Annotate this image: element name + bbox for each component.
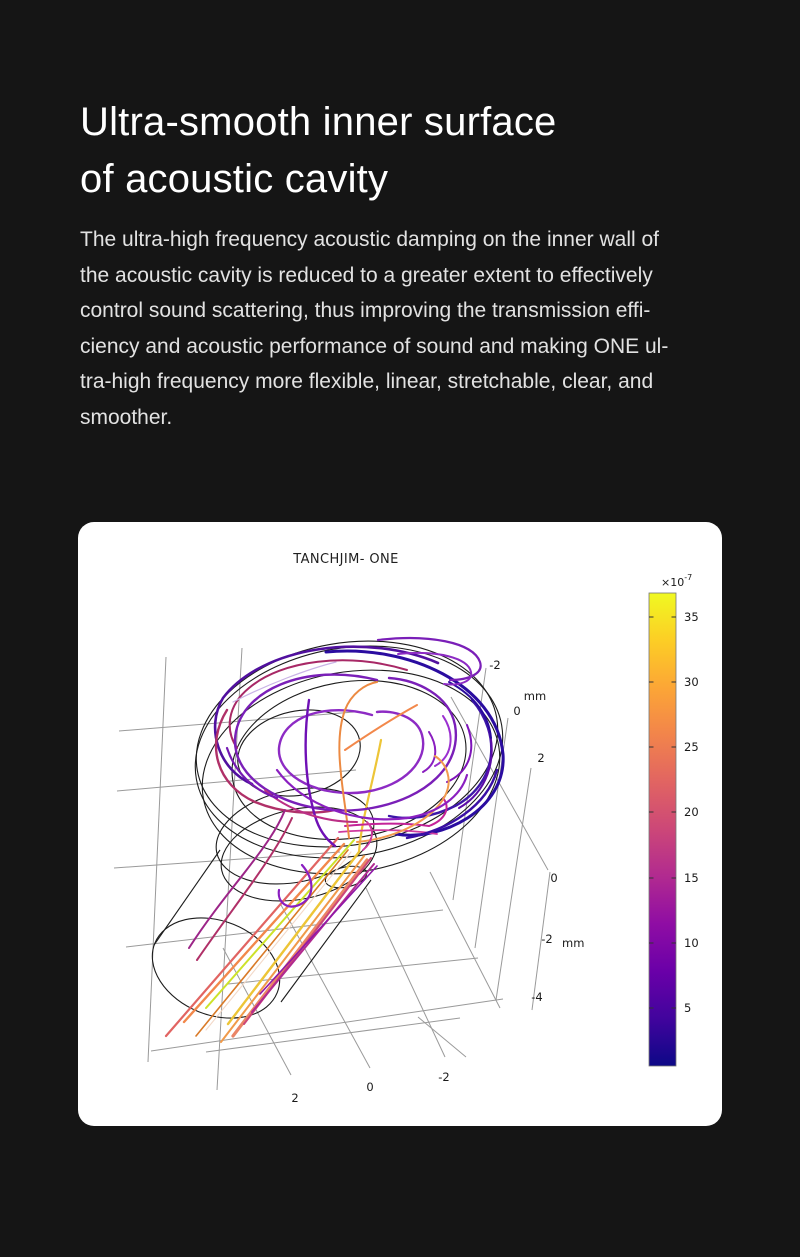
y-axis-tick: 2 xyxy=(537,751,545,765)
svg-text:35: 35 xyxy=(684,610,699,624)
z-axis-unit: mm xyxy=(562,936,585,950)
body-text-line: smoother. xyxy=(80,405,173,429)
z-axis-tick: -2 xyxy=(541,932,553,946)
x-axis-tick: -2 xyxy=(438,1070,450,1084)
figure-title: TANCHJIM- ONE xyxy=(293,552,399,567)
svg-text:15: 15 xyxy=(684,871,699,885)
z-axis-tick: -4 xyxy=(531,990,543,1004)
svg-text:20: 20 xyxy=(684,805,699,819)
svg-text:10: 10 xyxy=(684,936,699,950)
svg-text:5: 5 xyxy=(684,1001,692,1015)
x-axis-tick: 2 xyxy=(291,1091,299,1105)
svg-text:25: 25 xyxy=(684,740,699,754)
page-title-line-2: of acoustic cavity xyxy=(80,157,389,201)
plot-svg xyxy=(78,522,722,1126)
body-text-line: control sound scattering, thus improving the transmission effi- xyxy=(80,299,651,322)
z-axis-tick: 0 xyxy=(550,871,558,885)
body-text-line: the acoustic cavity is reduced to a greater extent to effectively xyxy=(80,263,653,287)
y-axis-tick: -2 xyxy=(489,658,501,672)
colorbar-exponent: $\times 10^{-7}$ xyxy=(661,573,693,589)
body-text xyxy=(80,222,750,435)
x-axis-tick: 0 xyxy=(366,1080,374,1094)
body-text-line: The ultra-high frequency acoustic damping on the inner wall of xyxy=(80,228,659,251)
body-text-line: tra-high frequency more flexible, linear, stretchable, clear, and xyxy=(80,370,654,393)
figure-card xyxy=(78,522,722,1126)
y-axis-tick: 0 xyxy=(513,704,521,718)
page-title xyxy=(80,94,557,208)
body-text-line: ciency and acoustic performance of sound and making ONE ul- xyxy=(80,334,669,358)
page-title-line-1: Ultra-smooth inner surface xyxy=(80,100,557,144)
y-axis-unit: mm xyxy=(523,689,547,703)
colorbar xyxy=(649,593,676,1066)
svg-text:30: 30 xyxy=(684,675,699,689)
